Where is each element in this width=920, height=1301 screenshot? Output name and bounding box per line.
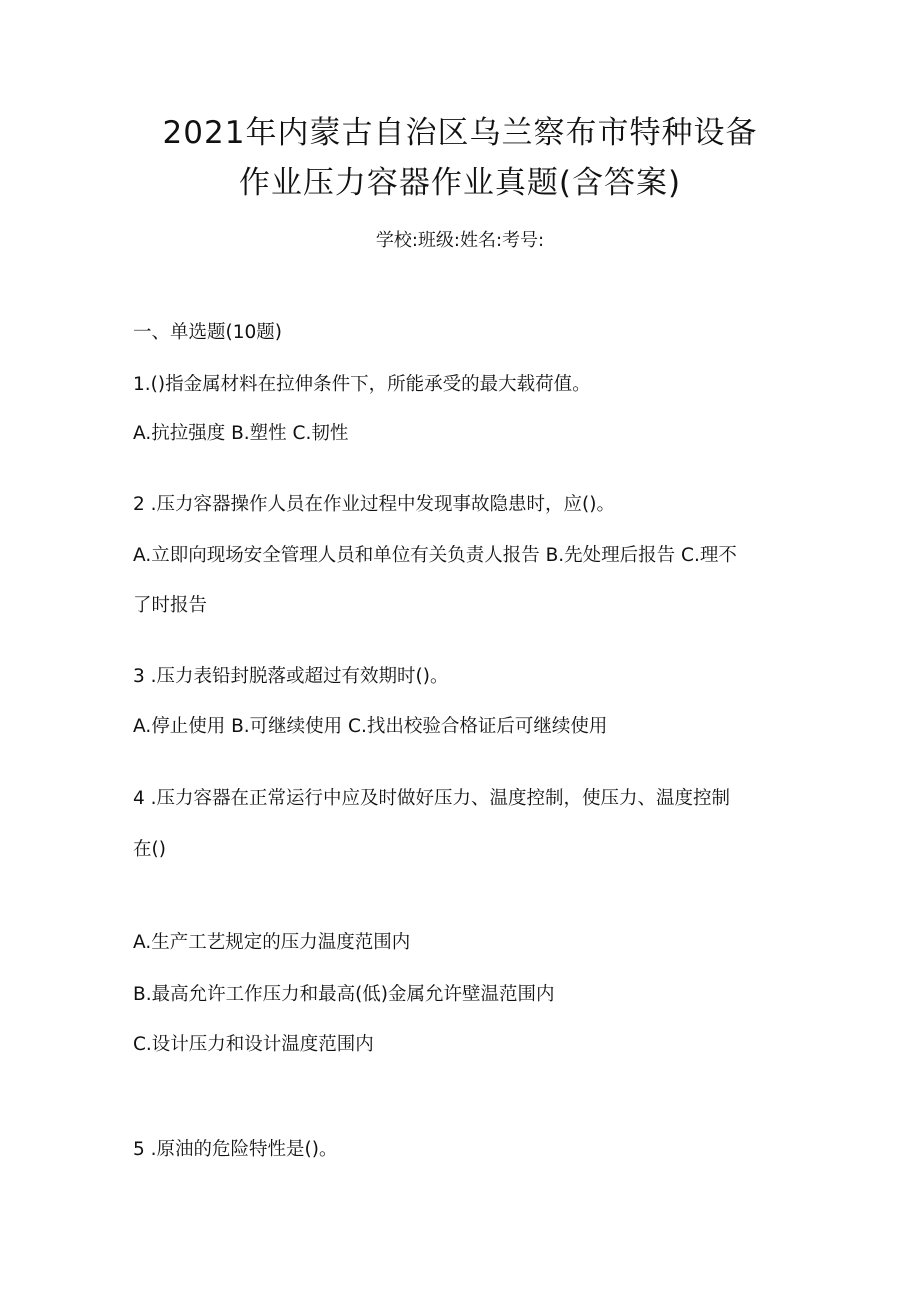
document-title-line-1: 2021年内蒙古自治区乌兰察布市特种设备 xyxy=(162,115,758,151)
document-title-line-2: 作业压力容器作业真题(含答案) xyxy=(238,165,682,201)
section-heading: 一、单选题(10题) xyxy=(133,322,282,343)
question-5-stem: 5 .原油的危险特性是()。 xyxy=(133,1139,338,1160)
question-3-options: A.停止使用 B.可继续使用 C.找出校验合格证后可继续使用 xyxy=(133,716,608,737)
question-2-stem: 2 .压力容器操作人员在作业过程中发现事故隐患时，应()。 xyxy=(133,494,615,515)
question-4-stem: 4 .压力容器在正常运行中应及时做好压力、温度控制，使压力、温度控制 xyxy=(133,788,731,809)
question-4-option-c: C.设计压力和设计温度范围内 xyxy=(133,1034,374,1055)
question-2-options-cont: 了时报告 xyxy=(133,595,208,616)
question-1-stem: 1.()指金属材料在拉伸条件下，所能承受的最大载荷值。 xyxy=(133,374,591,395)
question-4-stem-cont: 在() xyxy=(133,839,166,860)
question-4-option-b: B.最高允许工作压力和最高(低)金属允许壁温范围内 xyxy=(133,984,555,1005)
question-4-option-a: A.生产工艺规定的压力温度范围内 xyxy=(133,932,411,953)
question-3-stem: 3 .压力表铅封脱落或超过有效期时()。 xyxy=(133,666,449,687)
question-2-options: A.立即向现场安全管理人员和单位有关负责人报告 B.先处理后报告 C.理不 xyxy=(133,545,737,566)
student-info-line: 学校:班级:姓名:考号: xyxy=(375,230,545,251)
question-1-options: A.抗拉强度 B.塑性 C.韧性 xyxy=(133,423,349,444)
